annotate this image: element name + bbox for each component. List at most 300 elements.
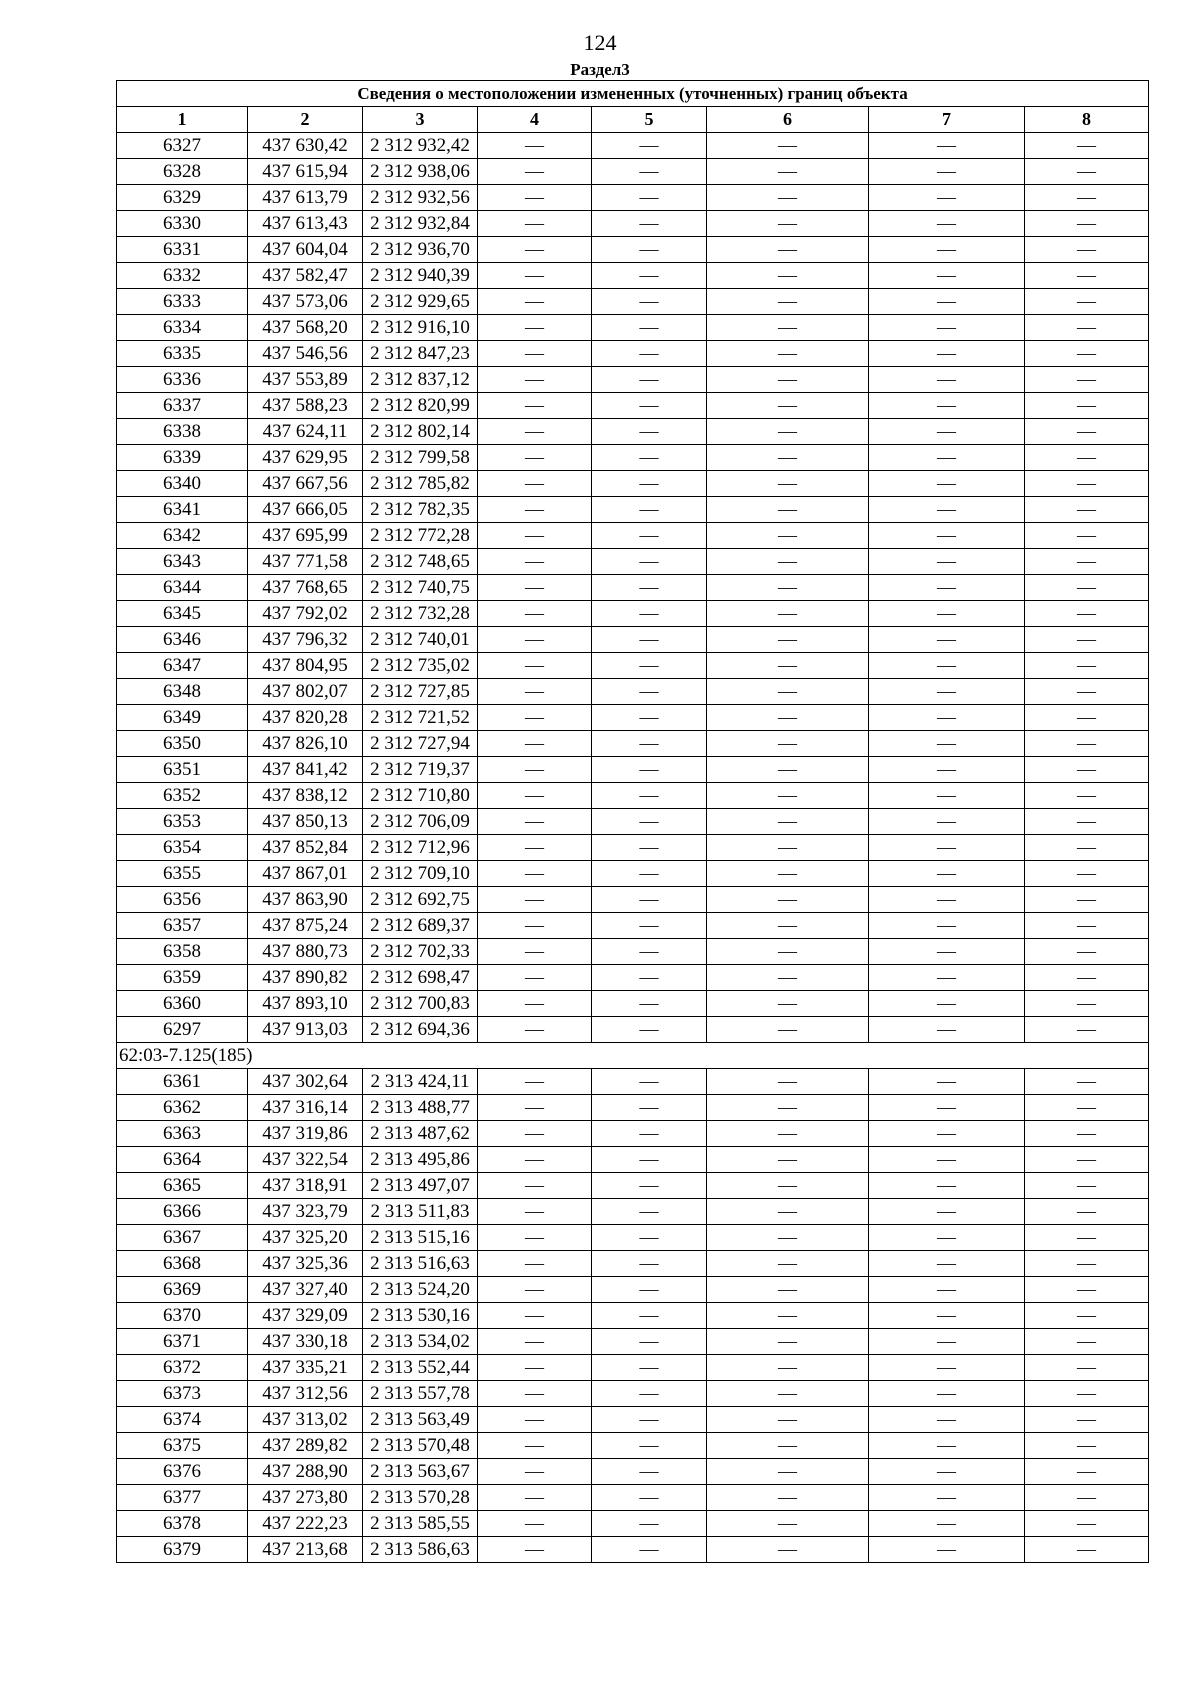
y-coordinate-cell: 2 313 495,86 [363, 1147, 478, 1173]
empty-value-cell: — [592, 1381, 707, 1407]
point-number-cell: 6343 [117, 549, 248, 575]
y-coordinate-cell: 2 312 936,70 [363, 237, 478, 263]
empty-value-cell: — [869, 1095, 1025, 1121]
x-coordinate-cell: 437 841,42 [248, 757, 363, 783]
empty-value-cell: — [869, 1537, 1025, 1563]
empty-value-cell: — [869, 1147, 1025, 1173]
empty-value-cell: — [869, 1459, 1025, 1485]
empty-value-cell: — [592, 263, 707, 289]
empty-value-cell: — [478, 159, 592, 185]
empty-value-cell: — [869, 601, 1025, 627]
empty-value-cell: — [869, 1381, 1025, 1407]
y-coordinate-cell: 2 312 702,33 [363, 939, 478, 965]
table-row [117, 783, 1149, 809]
y-coordinate-cell: 2 313 530,16 [363, 1303, 478, 1329]
x-coordinate-cell: 437 322,54 [248, 1147, 363, 1173]
empty-value-cell: — [707, 939, 869, 965]
empty-value-cell: — [707, 1225, 869, 1251]
empty-value-cell: — [1025, 133, 1149, 159]
y-coordinate-cell: 2 313 424,11 [363, 1069, 478, 1095]
empty-value-cell: — [592, 601, 707, 627]
table-row [117, 1485, 1149, 1511]
y-coordinate-cell: 2 313 497,07 [363, 1173, 478, 1199]
empty-value-cell: — [592, 1433, 707, 1459]
empty-value-cell: — [478, 1485, 592, 1511]
empty-value-cell: — [592, 133, 707, 159]
point-number-cell: 6352 [117, 783, 248, 809]
empty-value-cell: — [478, 627, 592, 653]
point-number-cell: 6371 [117, 1329, 248, 1355]
y-coordinate-cell: 2 312 706,09 [363, 809, 478, 835]
x-coordinate-cell: 437 796,32 [248, 627, 363, 653]
empty-value-cell: — [1025, 627, 1149, 653]
y-coordinate-cell: 2 313 563,67 [363, 1459, 478, 1485]
point-number-cell: 6350 [117, 731, 248, 757]
x-coordinate-cell: 437 604,04 [248, 237, 363, 263]
empty-value-cell: — [707, 809, 869, 835]
empty-value-cell: — [869, 549, 1025, 575]
empty-value-cell: — [707, 341, 869, 367]
empty-value-cell: — [592, 679, 707, 705]
table-row [117, 1303, 1149, 1329]
point-number-cell: 6363 [117, 1121, 248, 1147]
empty-value-cell: — [478, 185, 592, 211]
empty-value-cell: — [869, 835, 1025, 861]
empty-value-cell: — [869, 159, 1025, 185]
table-row [117, 1511, 1149, 1537]
empty-value-cell: — [707, 159, 869, 185]
table-row [117, 1225, 1149, 1251]
empty-value-cell: — [707, 1303, 869, 1329]
point-number-cell: 6354 [117, 835, 248, 861]
column-header-row [117, 107, 1149, 133]
x-coordinate-cell: 437 313,02 [248, 1407, 363, 1433]
empty-value-cell: — [592, 341, 707, 367]
y-coordinate-cell: 2 312 929,65 [363, 289, 478, 315]
empty-value-cell: — [592, 887, 707, 913]
table-row [117, 1537, 1149, 1563]
table-row [117, 835, 1149, 861]
point-number-cell: 6362 [117, 1095, 248, 1121]
y-coordinate-cell: 2 312 847,23 [363, 341, 478, 367]
empty-value-cell: — [1025, 1433, 1149, 1459]
x-coordinate-cell: 437 667,56 [248, 471, 363, 497]
empty-value-cell: — [707, 419, 869, 445]
empty-value-cell: — [1025, 653, 1149, 679]
empty-value-cell: — [707, 783, 869, 809]
empty-value-cell: — [592, 809, 707, 835]
y-coordinate-cell: 2 313 563,49 [363, 1407, 478, 1433]
y-coordinate-cell: 2 312 820,99 [363, 393, 478, 419]
table-row [117, 1017, 1149, 1043]
empty-value-cell: — [1025, 1225, 1149, 1251]
empty-value-cell: — [869, 575, 1025, 601]
empty-value-cell: — [869, 367, 1025, 393]
empty-value-cell: — [869, 1329, 1025, 1355]
empty-value-cell: — [869, 861, 1025, 887]
empty-value-cell: — [478, 575, 592, 601]
point-number-cell: 6332 [117, 263, 248, 289]
x-coordinate-cell: 437 804,95 [248, 653, 363, 679]
y-coordinate-cell: 2 313 585,55 [363, 1511, 478, 1537]
empty-value-cell: — [1025, 341, 1149, 367]
point-number-cell: 6342 [117, 523, 248, 549]
table-row [117, 315, 1149, 341]
empty-value-cell: — [478, 497, 592, 523]
empty-value-cell: — [592, 939, 707, 965]
y-coordinate-cell: 2 312 785,82 [363, 471, 478, 497]
y-coordinate-cell: 2 313 552,44 [363, 1355, 478, 1381]
point-number-cell: 6347 [117, 653, 248, 679]
y-coordinate-cell: 2 313 570,28 [363, 1485, 478, 1511]
table-row [117, 549, 1149, 575]
table-row [117, 289, 1149, 315]
empty-value-cell: — [707, 1355, 869, 1381]
empty-value-cell: — [1025, 1017, 1149, 1043]
y-coordinate-cell: 2 313 516,63 [363, 1251, 478, 1277]
empty-value-cell: — [1025, 367, 1149, 393]
x-coordinate-cell: 437 850,13 [248, 809, 363, 835]
point-number-cell: 6348 [117, 679, 248, 705]
empty-value-cell: — [478, 549, 592, 575]
table-row [117, 211, 1149, 237]
x-coordinate-cell: 437 318,91 [248, 1173, 363, 1199]
table-row [117, 991, 1149, 1017]
empty-value-cell: — [478, 1303, 592, 1329]
point-number-cell: 6340 [117, 471, 248, 497]
table-row [117, 653, 1149, 679]
x-coordinate-cell: 437 913,03 [248, 1017, 363, 1043]
empty-value-cell: — [869, 237, 1025, 263]
table-row [117, 341, 1149, 367]
point-number-cell: 6353 [117, 809, 248, 835]
point-number-cell: 6361 [117, 1069, 248, 1095]
table-row [117, 913, 1149, 939]
empty-value-cell: — [707, 887, 869, 913]
y-coordinate-cell: 2 312 802,14 [363, 419, 478, 445]
empty-value-cell: — [869, 445, 1025, 471]
y-coordinate-cell: 2 312 740,01 [363, 627, 478, 653]
empty-value-cell: — [592, 1407, 707, 1433]
empty-value-cell: — [478, 1095, 592, 1121]
empty-value-cell: — [1025, 1199, 1149, 1225]
empty-value-cell: — [592, 783, 707, 809]
empty-value-cell: — [869, 1173, 1025, 1199]
x-coordinate-cell: 437 302,64 [248, 1069, 363, 1095]
empty-value-cell: — [1025, 523, 1149, 549]
empty-value-cell: — [478, 1069, 592, 1095]
empty-value-cell: — [478, 289, 592, 315]
boundary-coordinates-table [116, 80, 1149, 1563]
point-number-cell: 6331 [117, 237, 248, 263]
table-row [117, 185, 1149, 211]
table-row [117, 1095, 1149, 1121]
table-title: Сведения о местоположении измененных (уточненных) границ объекта [117, 81, 1149, 107]
point-number-cell: 6337 [117, 393, 248, 419]
empty-value-cell: — [592, 185, 707, 211]
point-number-cell: 6334 [117, 315, 248, 341]
x-coordinate-cell: 437 771,58 [248, 549, 363, 575]
empty-value-cell: — [869, 211, 1025, 237]
y-coordinate-cell: 2 312 782,35 [363, 497, 478, 523]
empty-value-cell: — [478, 211, 592, 237]
empty-value-cell: — [592, 289, 707, 315]
column-header-5: 5 [592, 107, 707, 133]
empty-value-cell: — [478, 861, 592, 887]
x-coordinate-cell: 437 273,80 [248, 1485, 363, 1511]
x-coordinate-cell: 437 316,14 [248, 1095, 363, 1121]
x-coordinate-cell: 437 546,56 [248, 341, 363, 367]
empty-value-cell: — [1025, 861, 1149, 887]
empty-value-cell: — [478, 601, 592, 627]
empty-value-cell: — [1025, 445, 1149, 471]
empty-value-cell: — [1025, 705, 1149, 731]
table-row [117, 367, 1149, 393]
y-coordinate-cell: 2 312 938,06 [363, 159, 478, 185]
y-coordinate-cell: 2 313 557,78 [363, 1381, 478, 1407]
empty-value-cell: — [707, 1199, 869, 1225]
table-row [117, 1199, 1149, 1225]
empty-value-cell: — [592, 575, 707, 601]
empty-value-cell: — [869, 497, 1025, 523]
table-title-row [117, 81, 1149, 107]
group-label-row [117, 1043, 1149, 1069]
x-coordinate-cell: 437 666,05 [248, 497, 363, 523]
table-row [117, 601, 1149, 627]
empty-value-cell: — [1025, 1485, 1149, 1511]
empty-value-cell: — [707, 627, 869, 653]
y-coordinate-cell: 2 312 710,80 [363, 783, 478, 809]
empty-value-cell: — [592, 1017, 707, 1043]
empty-value-cell: — [478, 1329, 592, 1355]
empty-value-cell: — [1025, 757, 1149, 783]
x-coordinate-cell: 437 820,28 [248, 705, 363, 731]
table-row [117, 965, 1149, 991]
empty-value-cell: — [592, 419, 707, 445]
point-number-cell: 6349 [117, 705, 248, 731]
empty-value-cell: — [707, 1173, 869, 1199]
empty-value-cell: — [478, 1511, 592, 1537]
empty-value-cell: — [1025, 1251, 1149, 1277]
empty-value-cell: — [869, 757, 1025, 783]
y-coordinate-cell: 2 312 932,56 [363, 185, 478, 211]
y-coordinate-cell: 2 313 487,62 [363, 1121, 478, 1147]
empty-value-cell: — [592, 1225, 707, 1251]
empty-value-cell: — [1025, 393, 1149, 419]
point-number-cell: 6377 [117, 1485, 248, 1511]
y-coordinate-cell: 2 313 534,02 [363, 1329, 478, 1355]
point-number-cell: 6339 [117, 445, 248, 471]
point-number-cell: 6357 [117, 913, 248, 939]
empty-value-cell: — [1025, 1303, 1149, 1329]
empty-value-cell: — [707, 1381, 869, 1407]
empty-value-cell: — [707, 1147, 869, 1173]
empty-value-cell: — [707, 1459, 869, 1485]
table-row [117, 523, 1149, 549]
y-coordinate-cell: 2 312 721,52 [363, 705, 478, 731]
empty-value-cell: — [592, 1511, 707, 1537]
empty-value-cell: — [478, 913, 592, 939]
page-number: 124 [583, 30, 617, 55]
empty-value-cell: — [1025, 1459, 1149, 1485]
empty-value-cell: — [707, 835, 869, 861]
empty-value-cell: — [869, 965, 1025, 991]
table-row [117, 1433, 1149, 1459]
empty-value-cell: — [1025, 1095, 1149, 1121]
empty-value-cell: — [707, 991, 869, 1017]
empty-value-cell: — [707, 497, 869, 523]
empty-value-cell: — [869, 133, 1025, 159]
empty-value-cell: — [592, 1095, 707, 1121]
empty-value-cell: — [592, 757, 707, 783]
y-coordinate-cell: 2 312 940,39 [363, 263, 478, 289]
empty-value-cell: — [478, 731, 592, 757]
x-coordinate-cell: 437 890,82 [248, 965, 363, 991]
point-number-cell: 6346 [117, 627, 248, 653]
point-number-cell: 6369 [117, 1277, 248, 1303]
empty-value-cell: — [1025, 679, 1149, 705]
empty-value-cell: — [1025, 1147, 1149, 1173]
empty-value-cell: — [869, 783, 1025, 809]
empty-value-cell: — [478, 783, 592, 809]
x-coordinate-cell: 437 630,42 [248, 133, 363, 159]
x-coordinate-cell: 437 222,23 [248, 1511, 363, 1537]
table-row [117, 757, 1149, 783]
empty-value-cell: — [478, 471, 592, 497]
table-row [117, 393, 1149, 419]
table-row [117, 471, 1149, 497]
column-header-2: 2 [248, 107, 363, 133]
empty-value-cell: — [707, 133, 869, 159]
empty-value-cell: — [478, 393, 592, 419]
empty-value-cell: — [1025, 1277, 1149, 1303]
point-number-cell: 6358 [117, 939, 248, 965]
empty-value-cell: — [1025, 809, 1149, 835]
empty-value-cell: — [478, 133, 592, 159]
empty-value-cell: — [478, 1537, 592, 1563]
x-coordinate-cell: 437 323,79 [248, 1199, 363, 1225]
empty-value-cell: — [707, 1537, 869, 1563]
table-row [117, 861, 1149, 887]
point-number-cell: 6356 [117, 887, 248, 913]
empty-value-cell: — [478, 835, 592, 861]
empty-value-cell: — [592, 471, 707, 497]
empty-value-cell: — [707, 445, 869, 471]
empty-value-cell: — [592, 367, 707, 393]
empty-value-cell: — [707, 757, 869, 783]
table-row [117, 705, 1149, 731]
empty-value-cell: — [592, 1251, 707, 1277]
y-coordinate-cell: 2 312 932,42 [363, 133, 478, 159]
table-row [117, 939, 1149, 965]
empty-value-cell: — [707, 965, 869, 991]
empty-value-cell: — [1025, 1329, 1149, 1355]
x-coordinate-cell: 437 582,47 [248, 263, 363, 289]
empty-value-cell: — [707, 1251, 869, 1277]
table-row [117, 1251, 1149, 1277]
point-number-cell: 6345 [117, 601, 248, 627]
empty-value-cell: — [869, 393, 1025, 419]
empty-value-cell: — [592, 159, 707, 185]
y-coordinate-cell: 2 312 700,83 [363, 991, 478, 1017]
x-coordinate-cell: 437 568,20 [248, 315, 363, 341]
empty-value-cell: — [1025, 991, 1149, 1017]
empty-value-cell: — [1025, 419, 1149, 445]
table-row [117, 445, 1149, 471]
empty-value-cell: — [1025, 159, 1149, 185]
empty-value-cell: — [869, 653, 1025, 679]
y-coordinate-cell: 2 312 837,12 [363, 367, 478, 393]
empty-value-cell: — [869, 1433, 1025, 1459]
empty-value-cell: — [869, 705, 1025, 731]
empty-value-cell: — [707, 731, 869, 757]
point-number-cell: 6341 [117, 497, 248, 523]
empty-value-cell: — [1025, 939, 1149, 965]
empty-value-cell: — [1025, 237, 1149, 263]
empty-value-cell: — [1025, 471, 1149, 497]
point-number-cell: 6379 [117, 1537, 248, 1563]
empty-value-cell: — [707, 523, 869, 549]
point-number-cell: 6360 [117, 991, 248, 1017]
empty-value-cell: — [592, 1069, 707, 1095]
table-body [117, 81, 1149, 1563]
empty-value-cell: — [707, 1277, 869, 1303]
empty-value-cell: — [707, 1511, 869, 1537]
table-row [117, 1381, 1149, 1407]
empty-value-cell: — [1025, 1121, 1149, 1147]
empty-value-cell: — [592, 211, 707, 237]
empty-value-cell: — [707, 315, 869, 341]
y-coordinate-cell: 2 312 727,85 [363, 679, 478, 705]
point-number-cell: 6328 [117, 159, 248, 185]
empty-value-cell: — [707, 1433, 869, 1459]
empty-value-cell: — [592, 315, 707, 341]
table-row [117, 731, 1149, 757]
column-header-6: 6 [707, 107, 869, 133]
empty-value-cell: — [592, 627, 707, 653]
empty-value-cell: — [1025, 1511, 1149, 1537]
empty-value-cell: — [707, 393, 869, 419]
point-number-cell: 6329 [117, 185, 248, 211]
empty-value-cell: — [592, 1485, 707, 1511]
empty-value-cell: — [1025, 1355, 1149, 1381]
x-coordinate-cell: 437 325,36 [248, 1251, 363, 1277]
table-row [117, 575, 1149, 601]
empty-value-cell: — [869, 679, 1025, 705]
table-row [117, 237, 1149, 263]
x-coordinate-cell: 437 312,56 [248, 1381, 363, 1407]
y-coordinate-cell: 2 312 772,28 [363, 523, 478, 549]
empty-value-cell: — [478, 653, 592, 679]
empty-value-cell: — [478, 523, 592, 549]
x-coordinate-cell: 437 588,23 [248, 393, 363, 419]
empty-value-cell: — [478, 1459, 592, 1485]
point-number-cell: 6330 [117, 211, 248, 237]
empty-value-cell: — [869, 991, 1025, 1017]
y-coordinate-cell: 2 312 740,75 [363, 575, 478, 601]
empty-value-cell: — [478, 1121, 592, 1147]
empty-value-cell: — [869, 471, 1025, 497]
empty-value-cell: — [478, 341, 592, 367]
empty-value-cell: — [1025, 965, 1149, 991]
empty-value-cell: — [869, 523, 1025, 549]
empty-value-cell: — [592, 1329, 707, 1355]
empty-value-cell: — [1025, 887, 1149, 913]
y-coordinate-cell: 2 312 689,37 [363, 913, 478, 939]
y-coordinate-cell: 2 313 515,16 [363, 1225, 478, 1251]
table-row [117, 133, 1149, 159]
empty-value-cell: — [707, 471, 869, 497]
